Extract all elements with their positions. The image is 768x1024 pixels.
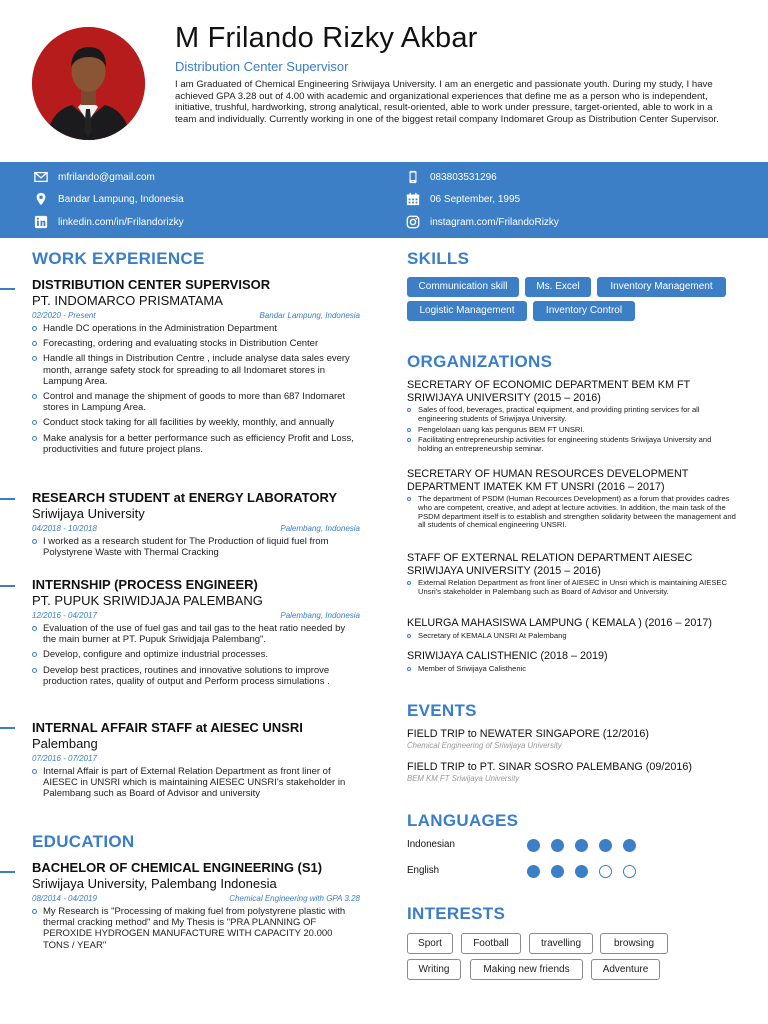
interest-tag: Sport [407,933,453,954]
full-name: M Frilando Rizky Akbar [175,22,478,54]
job-place: Palembang, Indonesia [280,611,360,620]
organization-title: SRIWIJAYA CALISTHENIC (2018 – 2019) [407,650,608,662]
organization-bullets [407,665,737,674]
rating-dot-filled [551,865,564,878]
organization-item [407,650,737,675]
instagram-text: instagram.com/FrilandoRizky [430,216,559,228]
job-bullets [32,536,360,558]
interest-tag: Making new friends [470,959,583,980]
education-heading: EDUCATION [32,832,135,851]
school-name: Sriwijaya University, Palembang Indonesia [32,876,277,891]
instagram-icon [406,215,420,229]
job-place: Bandar Lampung, Indonesia [259,311,360,320]
linkedin-text: linkedin.com/in/Frilandorizky [58,216,184,228]
organization-item [407,552,737,599]
resume-header [0,0,768,160]
phone-text: 083803531296 [430,171,497,183]
education-item [32,860,360,955]
bullet-item: My Research is "Processing of making fuel from polystyrene plastic with thermal cracking method" and My Thesis is "PRA PLANNING OF PEROXIDE HYDROGEN MANUFACTURE WITH CAPACITY 20.000 TONS / YEAR" [32,906,360,951]
job-meta [32,754,360,763]
bullet-item: Develop, configure and optimize industrial processes. [32,649,360,660]
job-date: 02/2020 - Present [32,311,96,320]
job-meta [32,311,360,320]
job-date: 04/2018 - 10/2018 [32,524,97,533]
rating-dot-filled [575,839,588,852]
skill-tag: Inventory Management [597,277,726,297]
organization-item [407,617,737,642]
email-text: mfrilando@gmail.com [58,171,155,183]
job-title: DISTRIBUTION CENTER SUPERVISOR [32,277,271,292]
job-meta [32,524,360,533]
education-date: 08/2014 - 04/2019 [32,894,97,903]
job-title: RESEARCH STUDENT at ENERGY LABORATORY [32,490,338,505]
skills-heading: SKILLS [407,249,470,268]
rating-dot-filled [575,865,588,878]
work-item [32,490,360,562]
organization-bullets [407,495,737,530]
timeline-tick [0,727,15,729]
languages-heading: LANGUAGES [407,811,519,830]
rating-dot-filled [551,839,564,852]
work-item [32,720,360,804]
organization-title: STAFF OF EXTERNAL RELATION DEPARTMENT AIESEC SRIWIJAYA UNIVERSITY (2015 – 2016) [407,552,693,577]
skill-tag: Inventory Control [533,301,635,321]
phone-icon [406,170,420,184]
rating-dot-filled [623,839,636,852]
timeline-tick [0,585,15,587]
interest-tag: browsing [600,933,668,954]
job-bullets [32,623,360,687]
organization-title: KELURGA MAHASISWA LAMPUNG ( KEMALA ) (2016 – 2017) [407,617,713,629]
event-title: FIELD TRIP to PT. SINAR SOSRO PALEMBANG (09/2016) [407,761,693,773]
job-company: PT. INDOMARCO PRISMATAMA [32,293,223,308]
job-meta [32,611,360,620]
bullet-item: Evaluation of the use of fuel gas and tail gas to the heat ratio needed by the main burner at PT. Pupuk Sriwidjaja Palembang". [32,623,360,645]
bullet-item: Pengelolaan uang kas pengurus BEM FT UNSRI. [407,426,737,435]
organization-title: SECRETARY OF HUMAN RESOURCES DEVELOPMENT DEPARTMENT IMATEK KM FT UNSRI (2016 – 2017) [407,468,689,493]
bullet-item: Sales of food, beverages, practical equipment, and providing printing services for all engineering students of Sriwijaya University. [407,406,737,424]
bullet-item: Handle all things in Distribution Centre , include analyse data sales every month, arrange safety stock for spreading to all Indomaret stores in Lampung Area. [32,353,360,387]
job-place: Palembang, Indonesia [280,524,360,533]
rating-dot-empty [599,865,612,878]
interest-tag: travelling [529,933,593,954]
interest-tag: Adventure [591,959,660,980]
job-company: Palembang [32,736,98,751]
rating-dot-filled [599,839,612,852]
event-item [407,728,737,750]
skill-tag: Communication skill [407,277,519,297]
job-company: Sriwijaya University [32,506,145,521]
profile-summary: I am Graduated of Chemical Engineering Sriwijaya University. I am an energetic and passionate youth. During my study, I have achieved GPA 3.28 out of 4.00 with academic and organizational experiences that define me as a person who is independent, initiative, trushful, hardworking, strong analytical, result-oriented, able to work under pressure, target-oriented, able to work in a team and individually. Currently working in one of the biggest retail company Indomaret Group as Distribution Center Supervisor. [175,79,719,125]
skill-tag: Logistic Management [407,301,527,321]
rating-dot-filled [527,865,540,878]
job-title: INTERNSHIP (PROCESS ENGINEER) [32,577,258,592]
timeline-tick [0,871,15,873]
location-text: Bandar Lampung, Indonesia [58,193,184,205]
timeline-tick [0,498,15,500]
contact-bar [0,162,768,238]
contact-linkedin[interactable] [34,215,184,229]
event-item [407,761,737,783]
event-organizer: Chemical Engineering of Sriwijaya University [407,741,562,750]
skill-tag: Ms. Excel [525,277,591,297]
linkedin-icon [34,215,48,229]
contact-phone[interactable] [406,170,497,184]
job-title: INTERNAL AFFAIR STAFF at AIESEC UNSRI [32,720,303,735]
contact-birthday [406,192,520,206]
language-name: Indonesian [407,839,455,850]
calendar-icon [406,192,420,206]
rating-dot-filled [527,839,540,852]
bullet-item: Develop best practices, routines and innovative solutions to improve production rates, quality of output and Perform process simulations . [32,665,360,687]
job-bullets [32,766,360,800]
bullet-item: External Relation Department as front liner of AIESEC in Unsri which is maintaining AIESEC Unsri's stakeholder in Palembang such as Board of Advisor and University. [407,579,737,597]
job-role: Distribution Center Supervisor [175,59,349,74]
organization-title: SECRETARY OF ECONOMIC DEPARTMENT BEM KM FT SRIWIJAYA UNIVERSITY (2015 – 2016) [407,379,690,404]
event-title: FIELD TRIP to NEWATER SINGAPORE (12/2016) [407,728,650,740]
organization-bullets [407,632,737,641]
job-company: PT. PUPUK SRIWIDJAJA PALEMBANG [32,593,263,608]
job-date: 12/2016 - 04/2017 [32,611,97,620]
events-heading: EVENTS [407,701,477,720]
job-date: 07/2016 - 07/2017 [32,754,97,763]
bullet-item: I worked as a research student for The Production of liquid fuel from Polystyrene Waste with Thermal Cracking [32,536,360,558]
work-item [32,577,360,691]
email-icon [34,170,48,184]
bullet-item: Conduct stock taking for all facilities by weekly, monthly, and annually [32,417,360,428]
bullet-item: Member of Sriwijaya Calisthenic [407,665,737,674]
education-detail: Chemical Engineering with GPA 3.28 [229,894,360,903]
birthday-text: 06 September, 1995 [430,193,521,205]
bullet-item: Secretary of KEMALA UNSRI At Palembang [407,632,737,641]
degree-title: BACHELOR OF CHEMICAL ENGINEERING (S1) [32,860,323,875]
contact-location [34,192,184,206]
work-experience-heading: WORK EXPERIENCE [32,249,205,268]
education-bullets [32,906,360,951]
education-meta [32,894,360,903]
bullet-item: Handle DC operations in the Administration Department [32,323,360,334]
bullet-item: Facilitating entrepreneurship activities for engineering students Sriwijaya University and holding an entrepreneurship seminar. [407,436,737,454]
bullet-item: Internal Affair is part of External Relation Department as front liner of AIESEC in UNSRI which is maintaining AIESEC UNSRI's stakeholder in Palembang such as Board of Advisor and university [32,766,360,800]
language-name: English [407,865,440,876]
work-item [32,277,360,459]
timeline-tick [0,288,15,290]
event-organizer: BEM KM FT Sriwijaya University [407,774,520,783]
organization-bullets [407,579,737,597]
bullet-item: Make analysis for a better performance such as efficiency Profit and Loss, productivities and future project plans. [32,433,360,455]
organization-item [407,379,737,456]
person-photo-icon [32,27,145,140]
contact-email[interactable] [34,170,155,184]
bullet-item: Control and manage the shipment of goods to more than 687 Indomaret stores in Lampung Area. [32,391,360,413]
interests-heading: INTERESTS [407,904,506,923]
job-bullets [32,323,360,455]
contact-instagram[interactable] [406,215,559,229]
bullet-item: Forecasting, ordering and evaluating stocks in Distribution Center [32,338,360,349]
location-pin-icon [34,192,48,206]
interest-tag: Football [461,933,521,954]
bullet-item: The department of PSDM (Human Recources Development) as a forum that provides cadres who are competent, creative, and adept at lecture activities. In addition, the main task of the PSDM department itself is to establish and strengthen solidarity between the management and all students of chemical engineering UNSRI. [407,495,737,530]
rating-dot-empty [623,865,636,878]
organization-item [407,468,737,532]
profile-photo [32,27,145,140]
organization-bullets [407,406,737,454]
organizations-heading: ORGANIZATIONS [407,352,553,371]
interest-tag: Writing [407,959,461,980]
